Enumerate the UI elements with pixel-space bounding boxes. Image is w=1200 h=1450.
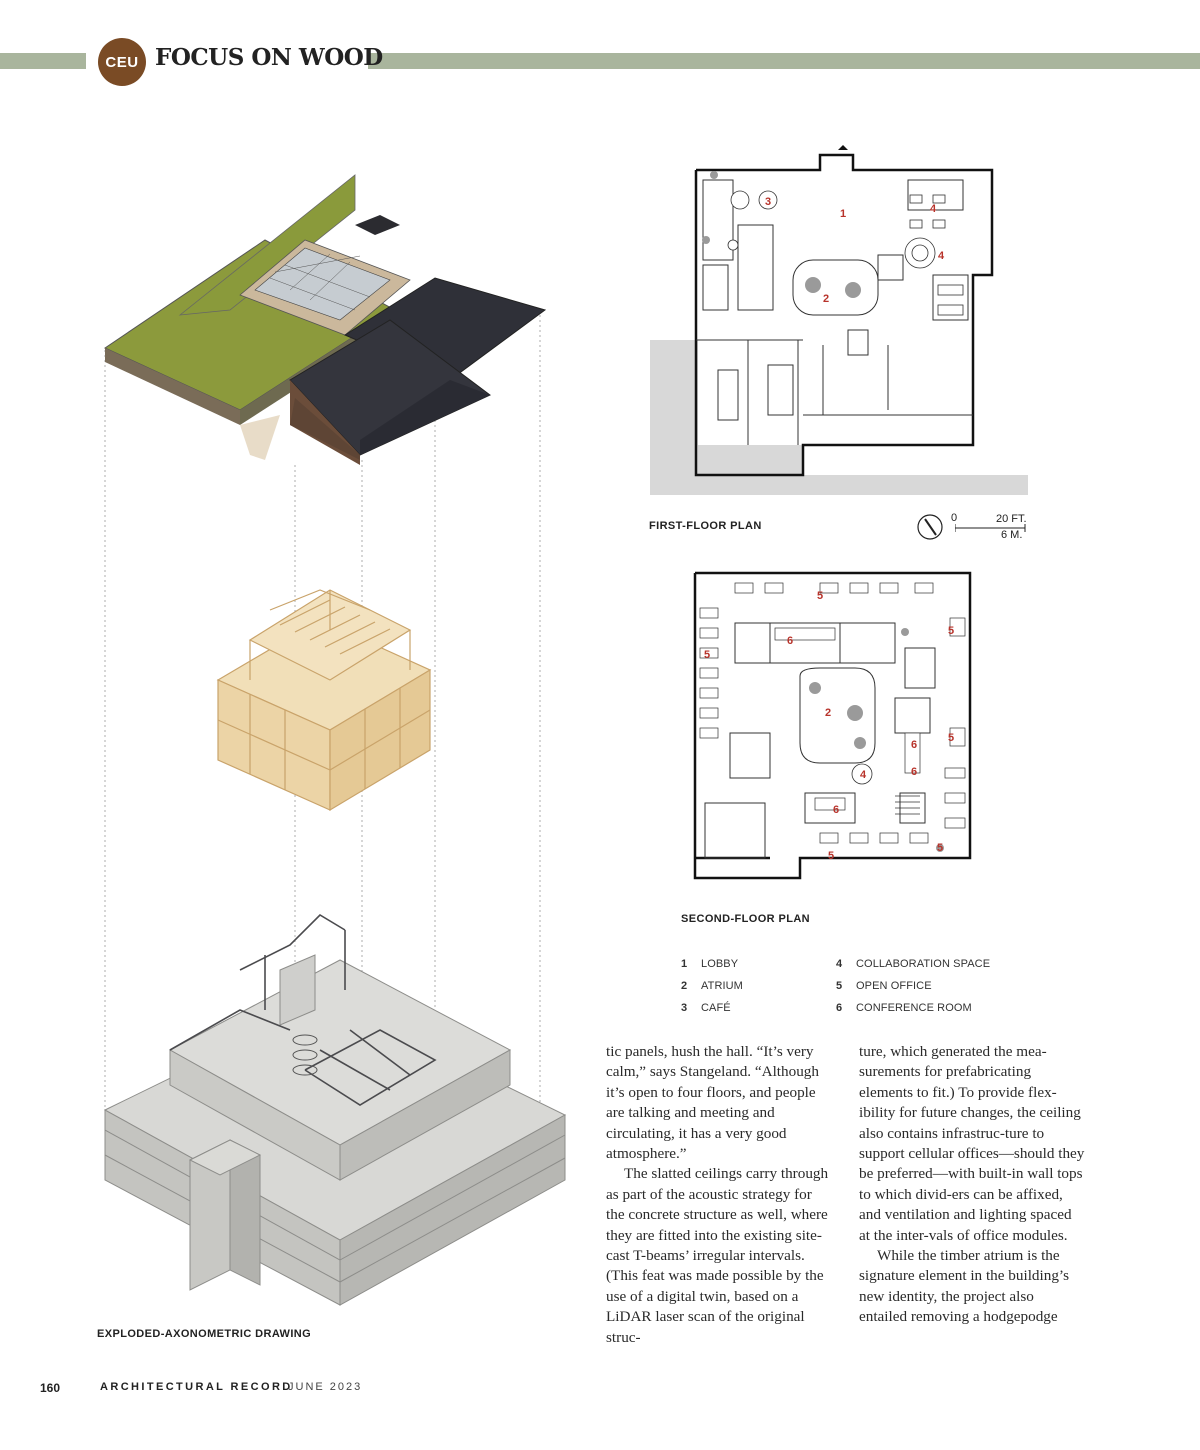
body-column-1 xyxy=(606,1042,832,1348)
first-floor-plan xyxy=(648,145,1030,500)
legend-item-1: 1 LOBBY xyxy=(681,958,739,970)
body-paragraph: tic panels, hush the hall. “It’s very calm,” says Stangeland. “Although it’s open to four floors, and people are talking and meeting and circulating, it has a very good atmosphere.” xyxy=(606,1043,819,1163)
second-floor-plan xyxy=(690,568,990,880)
plan-label-5c: 5 xyxy=(948,625,955,637)
exploded-axonometric-drawing xyxy=(90,170,590,1320)
roof-level xyxy=(105,175,545,465)
plan-label-4: 4 xyxy=(860,769,867,781)
plan-label-6d: 6 xyxy=(833,804,840,816)
concrete-structure-level xyxy=(105,915,565,1305)
header-band-left xyxy=(0,53,86,69)
first-floor-caption: FIRST-FLOOR PLAN xyxy=(649,520,762,532)
timber-frame-level xyxy=(218,590,430,810)
plan-label-5f: 5 xyxy=(937,842,944,854)
axonometric-caption: EXPLODED-AXONOMETRIC DRAWING xyxy=(97,1328,312,1340)
ceu-badge: CEU xyxy=(98,38,146,86)
page-number: 160 xyxy=(40,1381,61,1395)
plan-label-5d: 5 xyxy=(948,732,955,744)
legend-item-2: 2 ATRIUM xyxy=(681,980,743,992)
header-band-right xyxy=(368,53,1200,69)
second-floor-caption: SECOND-FLOOR PLAN xyxy=(681,913,811,925)
section-title: FOCUS ON WOOD xyxy=(155,44,383,71)
body-paragraph: The slatted ceilings carry through as part of the acoustic strategy for the concrete structure as well, where they are fitted into the existing site-cast T-beams’ irregular intervals. (This feat was made possible by the use of a digital twin, based on a LiDAR laser scan of the original struc- xyxy=(606,1165,829,1346)
legend-item-5: 5 OPEN OFFICE xyxy=(836,980,932,992)
plan-label-2: 2 xyxy=(825,707,832,719)
plan-label-6a: 6 xyxy=(787,635,794,647)
body-column-2 xyxy=(859,1042,1085,1328)
plan-label-1: 1 xyxy=(840,208,847,220)
body-paragraph: ture, which generated the mea-surements for prefabricating elements to fit.) To provide flex-ibility for future changes, the ceiling also contains infrastruc-ture to support cellular offices—should they be preferred—with built-in wall tops to which divid-ers can be affixed, and ventilation and lighting spaced at the inter-vals of office modules. xyxy=(859,1043,1085,1244)
legend-item-3: 3 CAFÉ xyxy=(681,1002,731,1014)
publication-name: ARCHITECTURAL RECORD xyxy=(100,1381,293,1393)
plan-label-5e: 5 xyxy=(828,850,835,862)
plan-label-2: 2 xyxy=(823,293,830,305)
legend-item-6: 6 CONFERENCE ROOM xyxy=(836,1002,972,1014)
north-arrow-icon xyxy=(916,513,946,543)
scale-feet: 20 FT. xyxy=(996,513,1027,525)
scale-meters: 6 M. xyxy=(1001,529,1023,541)
body-paragraph: While the timber atrium is the signature element in the building’s new identity, the project also entailed removing a hodgepodge xyxy=(859,1247,1070,1326)
plan-label-6b: 6 xyxy=(911,739,918,751)
plan-label-6c: 6 xyxy=(911,766,918,778)
plan-label-5a: 5 xyxy=(817,590,824,602)
plan-label-3: 3 xyxy=(765,196,772,208)
plan-label-5b: 5 xyxy=(704,649,711,661)
legend-item-4: 4 COLLABORATION SPACE xyxy=(836,958,991,970)
scale-zero: 0 xyxy=(951,512,958,524)
publication-date: JUNE 2023 xyxy=(288,1381,363,1393)
plan-label-4b: 4 xyxy=(938,250,945,262)
second-floor-walls xyxy=(695,573,970,878)
plan-label-4: 4 xyxy=(930,203,937,215)
